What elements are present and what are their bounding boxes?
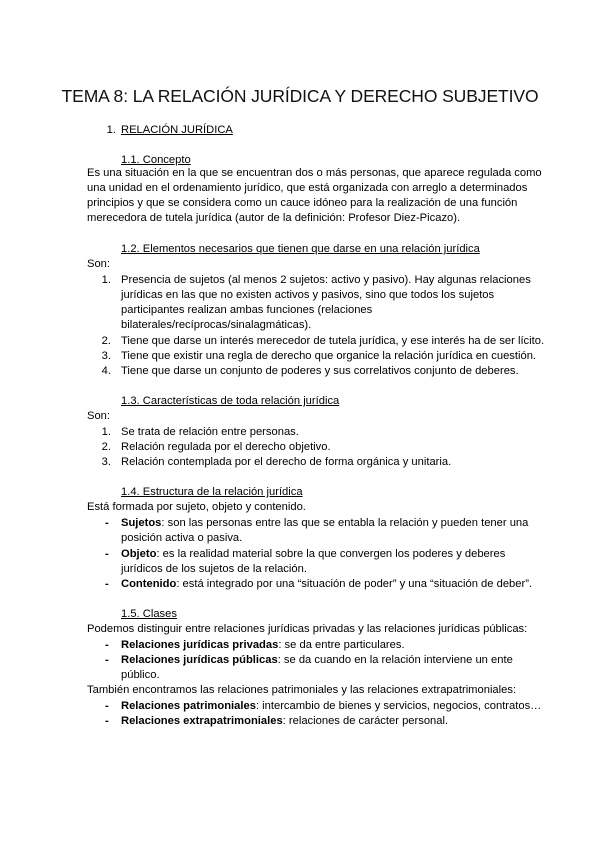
bullet-dash: - — [105, 517, 109, 529]
term-description: : relaciones de carácter personal. — [282, 715, 449, 727]
bullet-dash: - — [105, 715, 109, 727]
bullet-dash: - — [105, 548, 109, 560]
term-bold: Sujetos — [121, 517, 162, 529]
paragraph-line: principios y que se considera como un cauce idóneo para la realización de una función — [87, 197, 518, 209]
subsection-heading-1-5: 1.5. Clases — [121, 608, 177, 620]
list-item-line: Tiene que darse un interés merecedor de tutela jurídica, y ese interés ha de ser lícito. — [121, 335, 545, 347]
list-item-line: jurídicas en las que no existen activos y pasivos, sino que todos los sujetos — [121, 289, 495, 301]
list-item-line: jurídicos de los sujetos de la relación. — [121, 563, 307, 575]
intro-text: Está formada por sujeto, objeto y contenido. — [87, 501, 306, 513]
list-number: 1. — [101, 426, 111, 438]
term-description: : está integrado por una “situación de poder” y una “situación de deber”. — [176, 578, 533, 590]
list-number: 2. — [101, 335, 111, 347]
bullet-dash: - — [105, 700, 109, 712]
term-bold: Objeto — [121, 548, 157, 560]
list-item-line — [121, 699, 541, 714]
intro-text: También encontramos las relaciones patrimoniales y las relaciones extrapatrimoniales: — [87, 684, 517, 696]
term-description: : se da entre particulares. — [278, 639, 405, 651]
list-item-line: posición activa o pasiva. — [121, 532, 243, 544]
paragraph-line: Es una situación en la que se encuentran dos o más personas, que aparece regulada como — [87, 167, 542, 179]
list-number: 3. — [101, 350, 111, 362]
bullet-dash: - — [105, 639, 109, 651]
intro-text: Son: — [87, 410, 111, 422]
paragraph-line: merecedora de tutela jurídica (autor de la definición: Profesor Diez-Picazo). — [87, 212, 461, 224]
list-item-line: público. — [121, 669, 160, 681]
list-item-line: Presencia de sujetos (al menos 2 sujetos: activo y pasivo). Hay algunas relaciones — [121, 274, 531, 286]
list-item-line — [121, 638, 405, 653]
list-number: 1. — [101, 274, 111, 286]
term-bold: Relaciones extrapatrimoniales — [121, 715, 283, 727]
bullet-dash: - — [105, 578, 109, 590]
list-item-line — [121, 577, 532, 592]
list-item-line: participantes realizan ambas funciones (relaciones — [121, 304, 373, 316]
term-bold: Relaciones jurídicas públicas — [121, 654, 278, 666]
section-number: 1. — [106, 124, 116, 136]
list-item-line: Tiene que existir una regla de derecho que organice la relación jurídica en cuestión. — [121, 350, 537, 362]
list-number: 3. — [101, 456, 111, 468]
subsection-heading-1-4: 1.4. Estructura de la relación jurídica — [121, 486, 303, 498]
list-item-line — [121, 653, 513, 668]
intro-text: Podemos distinguir entre relaciones jurídicas privadas y las relaciones jurídicas públicas: — [87, 623, 528, 635]
list-item-line — [121, 547, 505, 562]
term-bold: Relaciones patrimoniales — [121, 700, 256, 712]
section-heading: RELACIÓN JURÍDICA — [121, 124, 233, 136]
term-description: : intercambio de bienes y servicios, negocios, contratos… — [255, 700, 542, 712]
subsection-heading-1-3: 1.3. Características de toda relación jurídica — [121, 395, 340, 407]
list-item: Relación regulada por el derecho objetivo. — [121, 441, 331, 453]
intro-text: Son: — [87, 258, 111, 270]
paragraph-line: una unidad en el ordenamiento jurídico, que está organizada con arreglo a determinados — [87, 182, 528, 194]
list-item-line: Tiene que darse un conjunto de poderes y sus correlativos conjunto de deberes. — [121, 365, 519, 377]
term-bold: Contenido — [121, 578, 177, 590]
list-item: Se trata de relación entre personas. — [121, 426, 299, 438]
term-description: : se da cuando en la relación interviene un ente — [277, 654, 513, 666]
term-description: : es la realidad material sobre la que convergen los poderes y deberes — [156, 548, 506, 560]
list-number: 4. — [101, 365, 111, 377]
bullet-dash: - — [105, 654, 109, 666]
subsection-heading-1-2: 1.2. Elementos necesarios que tienen que darse en una relación jurídica — [121, 243, 480, 255]
term-bold: Relaciones jurídicas privadas — [121, 639, 279, 651]
list-number: 2. — [101, 441, 111, 453]
term-description: : son las personas entre las que se entabla la relación y pueden tener una — [161, 517, 529, 529]
list-item: Relación contemplada por el derecho de forma orgánica y unitaria. — [121, 456, 452, 468]
list-item-line: bilaterales/recíprocas/sinalagmáticas). — [121, 319, 312, 331]
list-item-line — [121, 516, 528, 531]
list-item-line — [121, 714, 448, 729]
page-title: TEMA 8: LA RELACIÓN JURÍDICA Y DERECHO SUBJETIVO — [61, 86, 539, 106]
subsection-heading-1-1: 1.1. Concepto — [121, 154, 191, 166]
